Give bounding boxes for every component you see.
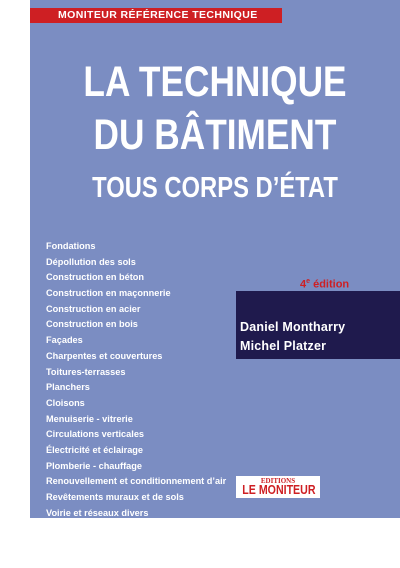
topic-item: Circulations verticales [46,429,145,440]
topic-item: Dépollution des sols [46,256,136,267]
topic-item: Charpentes et couvertures [46,350,163,361]
topic-item: Électricité et éclairage [46,444,144,455]
series-label: MONITEUR RÉFÉRENCE TECHNIQUE [58,9,258,21]
topic-item: Voirie et réseaux divers [46,507,149,518]
topic-item: Construction en maçonnerie [46,288,171,299]
topic-item: Menuiserie - vitrerie [46,413,133,424]
topic-item: Construction en acier [46,303,141,314]
edition-suffix: e [306,278,311,285]
topic-item: Renouvellement et conditionnement d’air [46,476,227,487]
topic-item: Construction en béton [46,272,144,283]
topic-item: Démolition [46,523,94,534]
topic-item: Toitures-terrasses [46,366,126,377]
author-name: Daniel Montharry [240,320,346,334]
publisher-logo-main: LE MONITEUR [242,483,316,497]
publisher-logo [236,476,320,498]
topic-item: Façades [46,335,83,346]
title-line-1: LA TECHNIQUE [83,58,347,106]
topic-item: Déchets [46,539,82,550]
topic-item: Fondations [46,241,96,251]
edition-word: édition [310,278,350,291]
publisher-logo-small: EDITIONS [260,477,296,485]
edition-label [300,278,349,291]
topic-item: Planchers [46,382,90,393]
topic-list [46,239,226,568]
topic-item: Cloisons [46,397,85,408]
topic-item: Qualité environnementale [46,554,159,565]
title-line-2: DU BÂTIMENT [93,111,337,159]
author-name: Michel Platzer [240,339,327,353]
subtitle: TOUS CORPS D’ÉTAT [92,172,338,204]
topic-item: Revêtements muraux et de sols [46,492,184,502]
topic-item: Construction en bois [46,319,138,330]
topic-item: Plomberie - chauffage [46,460,142,471]
edition-number: 4 [300,278,307,291]
